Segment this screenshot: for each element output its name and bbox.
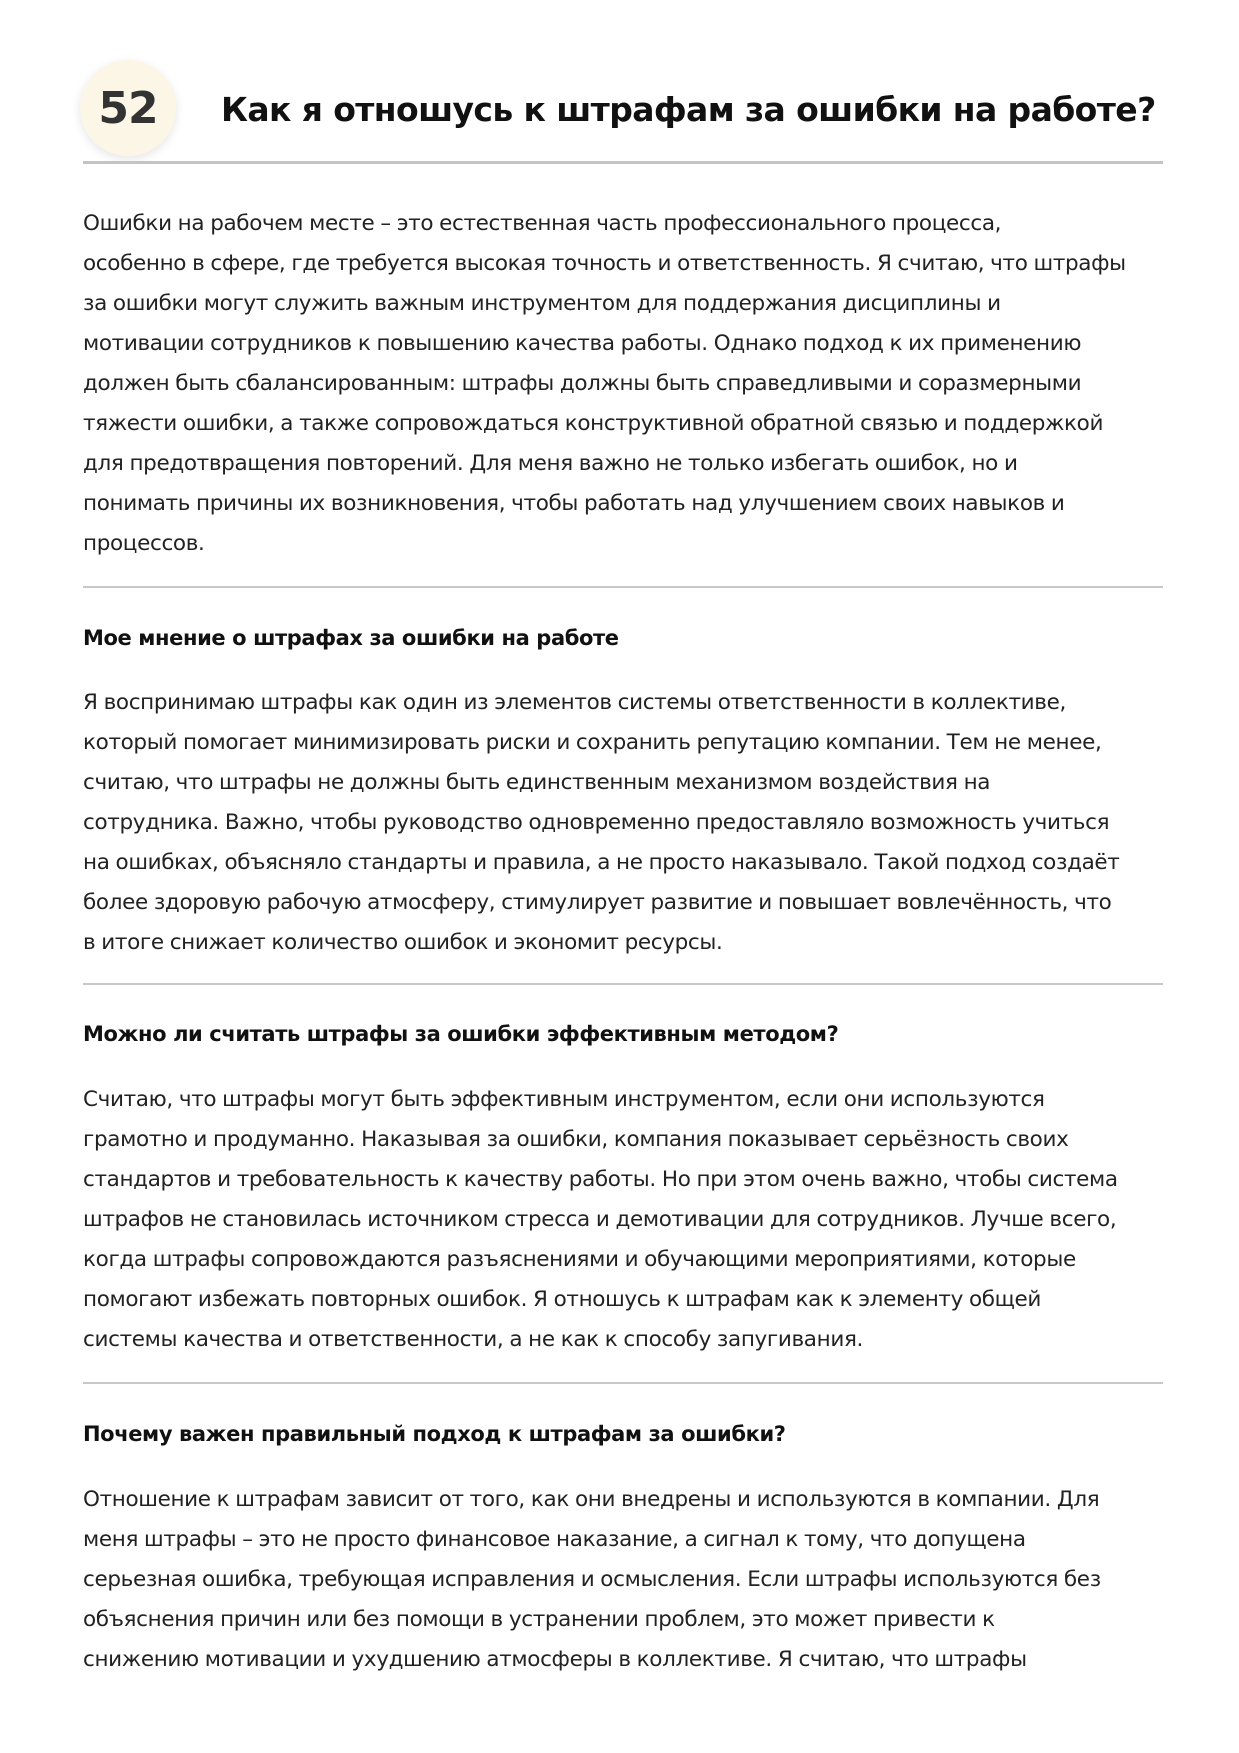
section-heading-effectiveness: Можно ли считать штрафы за ошибки эффективным методом? [83,1022,839,1046]
text-line: мотивации сотрудников к повышению качества работы. Однако подход к их применению [83,331,1082,356]
section-heading-opinion: Мое мнение о штрафах за ошибки на работе [83,626,619,650]
section-divider [83,983,1163,985]
text-line: тяжести ошибки, а также сопровождаться конструктивной обратной связью и поддержкой [83,411,1104,436]
text-line: на ошибках, объясняло стандарты и правила, а не просто наказывало. Такой подход создаёт [83,850,1120,875]
text-line: сотрудника. Важно, чтобы руководство одновременно предоставляло возможность учиться [83,810,1110,835]
page-header [83,0,1163,165]
text-line: должен быть сбалансированным: штрафы должны быть справедливыми и соразмерными [83,371,1082,396]
text-line: помогают избежать повторных ошибок. Я отношусь к штрафам как к элементу общей [83,1287,1042,1312]
text-line: когда штрафы сопровождаются разъяснениями и обучающими мероприятиями, которые [83,1247,1076,1272]
text-line: снижению мотивации и ухудшению атмосферы в коллективе. Я считаю, что штрафы [83,1647,1027,1672]
text-line: процессов. [83,531,205,556]
text-line: который помогает минимизировать риски и сохранить репутацию компании. Тем не менее, [83,730,1102,755]
text-line: грамотно и продуманно. Наказывая за ошибки, компания показывает серьёзность своих [83,1127,1069,1152]
text-line: особенно в сфере, где требуется высокая точность и ответственность. Я считаю, что штрафы [83,251,1126,276]
text-line: стандартов и требовательность к качеству работы. Но при этом очень важно, чтобы система [83,1167,1118,1192]
section-body-approach [83,1480,1173,1680]
page-title: Как я отношусь к штрафам за ошибки на работе? [221,90,1156,129]
text-line: меня штрафы – это не просто финансовое наказание, а сигнал к тому, что допущена [83,1527,1026,1552]
text-line: Считаю, что штрафы могут быть эффективным инструментом, если они используются [83,1087,1045,1112]
section-body-effectiveness [83,1080,1173,1360]
question-number-badge: 52 [80,60,176,156]
section-heading-approach: Почему важен правильный подход к штрафам за ошибки? [83,1422,786,1446]
section-divider [83,586,1163,588]
text-line: за ошибки могут служить важным инструментом для поддержания дисциплины и [83,291,1001,316]
title-divider [83,161,1163,164]
section-body-opinion [83,683,1173,963]
text-line: более здоровую рабочую атмосферу, стимулирует развитие и повышает вовлечённость, что [83,890,1112,915]
intro-paragraph [83,204,1173,564]
text-line: серьезная ошибка, требующая исправления и осмысления. Если штрафы используются без [83,1567,1101,1592]
text-line: штрафов не становилась источником стресса и демотивации для сотрудников. Лучше всего, [83,1207,1117,1232]
text-line: Я воспринимаю штрафы как один из элементов системы ответственности в коллективе, [83,690,1066,715]
text-line: для предотвращения повторений. Для меня важно не только избегать ошибок, но и [83,451,1018,476]
text-line: понимать причины их возникновения, чтобы работать над улучшением своих навыков и [83,491,1065,516]
text-line: считаю, что штрафы не должны быть единственным механизмом воздействия на [83,770,991,795]
document-page [83,0,1163,1672]
text-line: в итоге снижает количество ошибок и экономит ресурсы. [83,930,723,955]
text-line: объяснения причин или без помощи в устранении проблем, это может привести к [83,1607,995,1632]
section-divider [83,1382,1163,1384]
text-line: системы качества и ответственности, а не как к способу запугивания. [83,1327,864,1352]
text-line: Ошибки на рабочем месте – это естественная часть профессионального процесса, [83,211,1002,236]
text-line: Отношение к штрафам зависит от того, как они внедрены и используются в компании. Для [83,1487,1100,1512]
